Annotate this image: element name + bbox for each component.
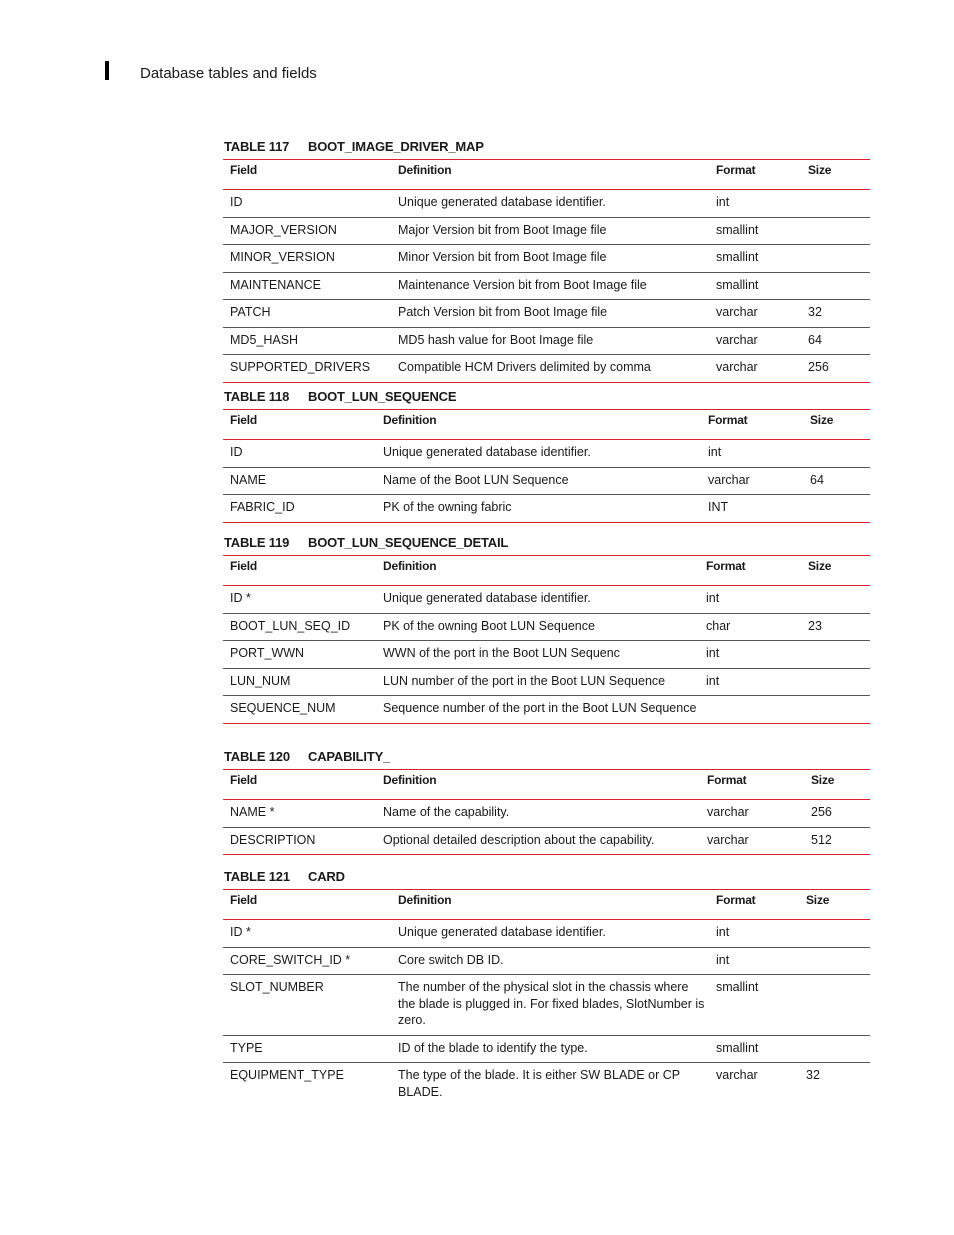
cell-definition: Name of the capability.	[383, 805, 510, 819]
cell-size: 64	[810, 472, 824, 487]
cell-format	[699, 696, 801, 724]
column-header-field: Field	[230, 773, 258, 787]
cell-size	[799, 1035, 870, 1063]
cell-size	[801, 668, 870, 696]
cell-definition: The number of the physical slot in the chassis where the blade is plugged in. For fixed blades, SlotNumber is zero.	[398, 980, 705, 1027]
data-table	[223, 409, 870, 523]
table-row	[223, 467, 870, 495]
cell-format: varchar	[707, 805, 749, 819]
column-header-size: Size	[811, 773, 835, 787]
column-header-format: Format	[716, 893, 756, 907]
table-row	[223, 1063, 870, 1107]
cell-field: NAME	[230, 472, 267, 487]
cell-size: 512	[811, 832, 832, 847]
table-name: BOOT_LUN_SEQUENCE	[308, 389, 457, 404]
table-row	[223, 827, 870, 855]
table-row	[223, 668, 870, 696]
cell-size	[801, 245, 870, 273]
column-header-field: Field	[230, 893, 258, 907]
cell-field: SEQUENCE_NUM	[230, 701, 336, 715]
cell-definition: ID of the blade to identify the type.	[398, 1040, 588, 1055]
column-header-definition: Definition	[383, 413, 437, 427]
cell-definition: Unique generated database identifier.	[398, 925, 606, 939]
cell-format: int	[708, 445, 722, 459]
cell-size: 64	[808, 332, 822, 347]
cell-format: smallint	[716, 980, 759, 994]
cell-format: smallint	[716, 250, 759, 264]
cell-size	[803, 440, 870, 468]
cell-format: int	[706, 591, 720, 605]
cell-format: int	[716, 952, 730, 967]
cell-size: 32	[808, 305, 822, 319]
cell-field: FABRIC_ID	[230, 500, 295, 514]
table-header-row	[223, 160, 870, 190]
column-header-field: Field	[230, 163, 258, 177]
cell-format: smallint	[716, 277, 759, 292]
table-name: CAPABILITY_	[308, 749, 391, 764]
cell-definition: The type of the blade. It is either SW BLADE or CP BLADE.	[398, 1068, 680, 1099]
table-row	[223, 1035, 870, 1063]
table-header-row	[223, 890, 870, 920]
table-caption	[223, 140, 870, 154]
cell-definition: Minor Version bit from Boot Image file	[398, 250, 607, 264]
cell-size: 256	[811, 805, 832, 819]
table-header-row	[223, 410, 870, 440]
column-header-definition: Definition	[398, 893, 452, 907]
table-row	[223, 440, 870, 468]
table-row	[223, 355, 870, 383]
cell-format: varchar	[708, 472, 750, 487]
cell-field: PATCH	[230, 305, 271, 319]
table-caption	[223, 870, 870, 884]
cell-format: char	[706, 618, 731, 633]
data-table	[223, 769, 870, 855]
cell-field: PORT_WWN	[230, 646, 305, 660]
table-row	[223, 495, 870, 523]
column-header-format: Format	[716, 163, 756, 177]
cell-definition: Optional detailed description about the capability.	[383, 832, 655, 847]
table-number: TABLE 121	[224, 869, 290, 884]
table-number: TABLE 118	[224, 389, 290, 404]
cell-field: BOOT_LUN_SEQ_ID	[230, 618, 351, 633]
page-header-title: Database tables and fields	[140, 65, 317, 82]
table-row	[223, 245, 870, 273]
cell-size	[801, 696, 870, 724]
table-row	[223, 217, 870, 245]
cell-format: varchar	[716, 332, 758, 347]
cell-definition: Core switch DB ID.	[398, 952, 504, 967]
table-row	[223, 947, 870, 975]
cell-size	[799, 975, 870, 1036]
cell-field: DESCRIPTION	[230, 832, 316, 847]
data-table	[223, 555, 870, 724]
cell-size: 32	[806, 1068, 820, 1082]
cell-definition: Unique generated database identifier.	[398, 195, 606, 209]
cell-definition: LUN number of the port in the Boot LUN Sequence	[383, 673, 666, 688]
cell-field: CORE_SWITCH_ID *	[230, 952, 351, 967]
column-header-size: Size	[808, 163, 832, 177]
cell-format: smallint	[716, 1040, 759, 1055]
cell-format: varchar	[716, 305, 758, 319]
column-header-size: Size	[808, 559, 832, 573]
cell-definition: WWN of the port in the Boot LUN Sequenc	[383, 646, 620, 660]
table-number: TABLE 117	[224, 139, 290, 154]
table-row	[223, 641, 870, 669]
cell-format: int	[716, 195, 730, 209]
table-number: TABLE 120	[224, 749, 290, 764]
cell-field: EQUIPMENT_TYPE	[230, 1068, 344, 1082]
cell-format: varchar	[716, 360, 758, 374]
cell-format: int	[706, 646, 720, 660]
cell-size	[801, 190, 870, 218]
table-name: BOOT_LUN_SEQUENCE_DETAIL	[308, 535, 509, 550]
cell-definition: Compatible HCM Drivers delimited by comma	[398, 360, 651, 374]
cell-format: varchar	[716, 1068, 758, 1082]
table-row	[223, 613, 870, 641]
table-row	[223, 800, 870, 828]
table-header-row	[223, 770, 870, 800]
data-table	[223, 159, 870, 383]
table-number: TABLE 119	[224, 535, 290, 550]
cell-definition: MD5 hash value for Boot Image file	[398, 332, 594, 347]
cell-format: smallint	[716, 222, 759, 237]
column-header-size: Size	[806, 893, 830, 907]
column-header-size: Size	[810, 413, 834, 427]
cell-field: TYPE	[230, 1040, 263, 1055]
cell-size	[801, 217, 870, 245]
cell-definition: PK of the owning Boot LUN Sequence	[383, 618, 595, 633]
cell-definition: Patch Version bit from Boot Image file	[398, 305, 608, 319]
table-row	[223, 327, 870, 355]
header-marker-bar	[105, 61, 109, 80]
cell-definition: Name of the Boot LUN Sequence	[383, 472, 569, 487]
cell-field: MD5_HASH	[230, 332, 299, 347]
table-row	[223, 975, 870, 1036]
column-header-definition: Definition	[383, 773, 437, 787]
cell-field: SUPPORTED_DRIVERS	[230, 360, 371, 374]
table-block	[223, 750, 870, 855]
cell-size	[799, 947, 870, 975]
cell-definition: Unique generated database identifier.	[383, 445, 591, 459]
cell-field: SLOT_NUMBER	[230, 980, 324, 994]
table-row	[223, 272, 870, 300]
column-header-field: Field	[230, 413, 258, 427]
cell-definition: Major Version bit from Boot Image file	[398, 222, 607, 237]
cell-size	[801, 586, 870, 614]
cell-field: ID	[230, 445, 243, 459]
column-header-format: Format	[708, 413, 748, 427]
cell-definition: Unique generated database identifier.	[383, 591, 591, 605]
cell-field: LUN_NUM	[230, 673, 291, 688]
cell-format: int	[706, 673, 720, 688]
table-row	[223, 300, 870, 328]
column-header-field: Field	[230, 559, 258, 573]
table-row	[223, 696, 870, 724]
table-block	[223, 536, 870, 724]
cell-format: varchar	[707, 832, 749, 847]
cell-field: NAME *	[230, 805, 275, 819]
column-header-format: Format	[706, 559, 746, 573]
cell-format: INT	[708, 500, 729, 514]
cell-definition: Maintenance Version bit from Boot Image file	[398, 277, 647, 292]
column-header-format: Format	[707, 773, 747, 787]
column-header-definition: Definition	[398, 163, 452, 177]
table-caption	[223, 750, 870, 764]
table-header-row	[223, 556, 870, 586]
cell-definition: Sequence number of the port in the Boot LUN Sequence	[383, 701, 697, 715]
data-table	[223, 889, 870, 1106]
column-header-definition: Definition	[383, 559, 437, 573]
table-row	[223, 586, 870, 614]
table-row	[223, 920, 870, 948]
cell-size	[801, 641, 870, 669]
table-name: BOOT_IMAGE_DRIVER_MAP	[308, 139, 484, 154]
table-block	[223, 390, 870, 523]
cell-format: int	[716, 925, 730, 939]
cell-size	[801, 272, 870, 300]
cell-size	[803, 495, 870, 523]
cell-field: MAINTENANCE	[230, 277, 321, 292]
table-block	[223, 140, 870, 383]
table-row	[223, 190, 870, 218]
cell-size: 23	[808, 618, 822, 633]
cell-size	[799, 920, 870, 948]
table-caption	[223, 536, 870, 550]
cell-field: ID *	[230, 925, 251, 939]
cell-field: ID *	[230, 591, 251, 605]
cell-field: ID	[230, 195, 243, 209]
table-name: CARD	[308, 869, 345, 884]
cell-definition: PK of the owning fabric	[383, 500, 512, 514]
cell-size: 256	[808, 360, 829, 374]
cell-field: MINOR_VERSION	[230, 250, 335, 264]
table-caption	[223, 390, 870, 404]
cell-field: MAJOR_VERSION	[230, 222, 337, 237]
table-block	[223, 870, 870, 1106]
